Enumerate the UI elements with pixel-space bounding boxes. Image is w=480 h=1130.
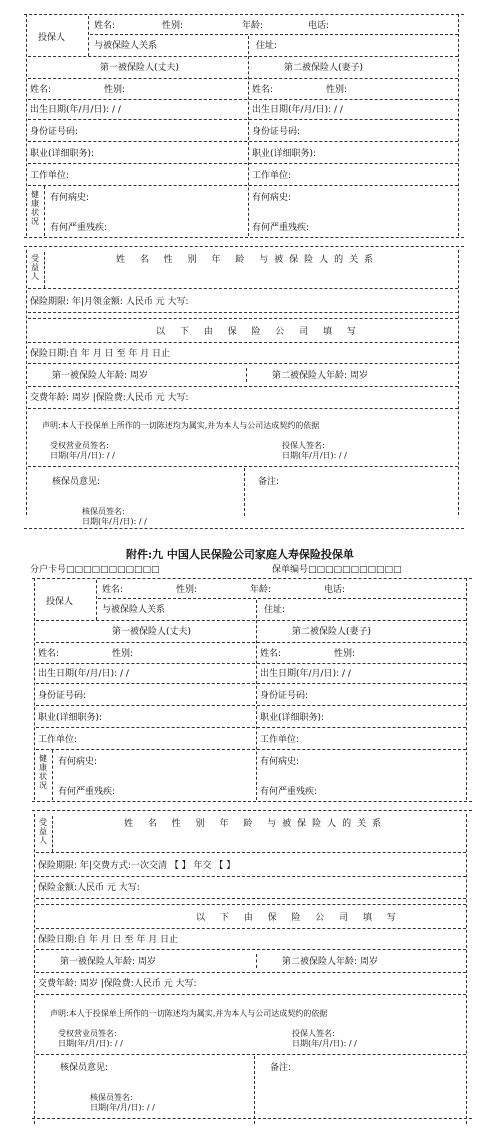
insured2-disability-field[interactable]: 有何严重残疾: <box>252 223 310 233</box>
divider <box>28 163 458 164</box>
divider <box>90 34 458 35</box>
applicant-age-field[interactable]: 年龄: <box>242 21 264 31</box>
divider <box>36 949 466 950</box>
insured2-workplace-field[interactable]: 工作单位: <box>260 735 300 745</box>
divider <box>28 363 458 364</box>
divider <box>256 954 257 968</box>
insured1-age-field[interactable]: 第一被保险人年龄: 周岁 <box>52 371 148 381</box>
insurance-date-field[interactable]: 保险日期:自 年 月 日 至 年 月 日止 <box>38 935 179 945</box>
applicant-label: 投保人 <box>46 597 74 607</box>
insured1-job-field[interactable]: 职业(详细职务): <box>38 713 103 723</box>
divider <box>28 119 458 120</box>
insured1-dob-field[interactable]: 出生日期(年/月/日): / / <box>38 669 129 679</box>
divider <box>28 408 458 409</box>
divider <box>24 14 464 15</box>
insured2-name-field[interactable]: 姓名: <box>252 85 274 95</box>
premium-field[interactable]: 交费年龄: 周岁 |保险费:人民币 元 大写: <box>38 979 197 989</box>
divider <box>28 312 458 313</box>
insured2-age-field[interactable]: 第二被保险人年龄: 周岁 <box>272 371 368 381</box>
divider <box>248 36 249 236</box>
health-label: 健康状况 <box>39 754 47 790</box>
divider <box>36 683 466 684</box>
divider <box>28 56 458 57</box>
insured2-name-field[interactable]: 姓名: <box>260 649 282 659</box>
insured1-gender-field[interactable]: 性别: <box>112 649 134 659</box>
divider <box>36 642 466 643</box>
applicant-date-label: 日期(年/月/日): / / <box>292 1039 357 1048</box>
applicant-name-field[interactable]: 姓名: <box>102 585 124 595</box>
insured1-name-field[interactable]: 姓名: <box>30 85 52 95</box>
divider <box>28 288 458 289</box>
divider <box>28 99 458 100</box>
card-number-field[interactable]: 分户卡号□□□□□□□□□□□ <box>30 565 160 575</box>
divider <box>36 663 466 664</box>
divider <box>88 16 89 56</box>
insured2-header: 第二被保险人(妻子) <box>292 627 372 637</box>
divider <box>26 250 27 515</box>
insured2-gender-field[interactable]: 性别: <box>334 649 356 659</box>
beneficiary-label: 受益人 <box>31 254 39 281</box>
agent-date-label: 日期(年/月/日): / / <box>58 1039 123 1048</box>
health-label: 健康状况 <box>31 190 39 226</box>
applicant-name-field[interactable]: 姓名: <box>94 21 116 31</box>
insured2-job-field[interactable]: 职业(详细职务): <box>260 713 325 723</box>
policy-number-field[interactable]: 保单编号□□□□□□□□□□□ <box>272 565 402 575</box>
divider <box>36 994 466 995</box>
insured2-illness-field[interactable]: 有何病史: <box>252 193 292 203</box>
divider <box>36 876 466 877</box>
divider <box>32 810 472 811</box>
period-field[interactable]: 保险期限: 年|交费方式:一次交清 【 】 年交 【 】 <box>38 861 236 871</box>
insured1-gender-field[interactable]: 性别: <box>104 85 126 95</box>
divider <box>246 368 247 382</box>
period-field[interactable]: 保险期限: 年|月领金额: 人民币 元 大写: <box>30 297 189 307</box>
insured1-header: 第一被保险人(丈夫) <box>112 627 192 637</box>
declaration-text: 声明:本人于投保单上所作的一切陈述均为属实,并为本人与公司达成契约的依据 <box>42 421 320 430</box>
premium-field[interactable]: 交费年龄: 周岁 |保险费:人民币 元 大写: <box>30 393 189 403</box>
divider <box>36 749 466 750</box>
insured1-age-field[interactable]: 第一被保险人年龄: 周岁 <box>60 957 156 967</box>
insured2-job-field[interactable]: 职业(详细职务): <box>252 149 317 159</box>
divider <box>256 600 257 800</box>
insured1-name-field[interactable]: 姓名: <box>38 649 60 659</box>
insurance-date-field[interactable]: 保险日期:自 年 月 日 至 年 月 日止 <box>30 349 171 359</box>
insured1-illness-field[interactable]: 有何病史: <box>58 757 98 767</box>
underwriter-sign-label: 核保员签名: <box>90 1093 133 1102</box>
divider <box>36 928 466 929</box>
divider <box>28 466 458 467</box>
applicant-phone-field[interactable]: 电话: <box>324 585 346 595</box>
company-fill-heading: 以 下 由 保 险 公 司 填 写 <box>156 327 362 337</box>
applicant-date-label: 日期(年/月/日): / / <box>282 451 347 460</box>
declaration-text: 声明:本人于投保单上所作的一切陈述均为属实,并为本人与公司达成契约的依据 <box>50 1009 328 1018</box>
divider <box>466 814 467 1124</box>
divider <box>244 468 245 516</box>
underwriter-date-label: 日期(年/月/日): / / <box>90 1103 155 1112</box>
insured1-illness-field[interactable]: 有何病史: <box>50 193 90 203</box>
divider <box>28 342 458 343</box>
applicant-age-field[interactable]: 年龄: <box>250 585 272 595</box>
insured1-id-field[interactable]: 身份证号码: <box>38 691 87 701</box>
beneficiary-label: 受益人 <box>39 818 47 845</box>
applicant-gender-field[interactable]: 性别: <box>176 585 198 595</box>
applicant-address-field[interactable]: 住址: <box>256 41 278 51</box>
divider <box>28 78 458 79</box>
insured2-disability-field[interactable]: 有何严重残疾: <box>260 787 318 797</box>
applicant-relation-field[interactable]: 与被保险人关系 <box>102 605 166 615</box>
insured2-age-field[interactable]: 第二被保险人年龄: 周岁 <box>282 957 378 967</box>
divider <box>36 898 466 899</box>
agent-date-label: 日期(年/月/日): / / <box>50 451 115 460</box>
company-fill-heading: 以 下 由 保 险 公 司 填 写 <box>196 913 402 923</box>
divider <box>458 14 459 236</box>
agent-sign-label: 受权营业员签名: <box>58 1029 117 1038</box>
insured2-workplace-field[interactable]: 工作单位: <box>252 171 292 181</box>
insured1-header: 第一被保险人(丈夫) <box>100 63 180 73</box>
insured2-header: 第二被保险人(妻子) <box>284 63 364 73</box>
divider <box>28 185 458 186</box>
divider <box>32 578 472 579</box>
divider <box>44 252 45 288</box>
underwriter-opinion-label: 核保员意见: <box>60 1063 109 1073</box>
insured2-dob-field[interactable]: 出生日期(年/月/日): / / <box>260 669 351 679</box>
divider <box>254 1056 255 1124</box>
underwriter-date-label: 日期(年/月/日): / / <box>82 517 147 526</box>
divider <box>52 816 53 852</box>
insured2-dob-field[interactable]: 出生日期(年/月/日): / / <box>252 105 343 115</box>
form-2 <box>0 578 480 1130</box>
beneficiary-columns: 姓 名 性 别 年 龄 与被保险人的关系 <box>124 819 388 829</box>
form-1 <box>0 0 480 530</box>
divider <box>36 727 466 728</box>
insured2-id-field[interactable]: 身份证号码: <box>252 127 301 137</box>
remarks-label: 备注: <box>270 1063 292 1073</box>
applicant-sign-label: 投保人签名: <box>292 1029 335 1038</box>
divider <box>32 1118 472 1119</box>
divider <box>34 578 35 800</box>
underwriter-sign-label: 核保员签名: <box>82 507 125 516</box>
divider <box>32 801 472 802</box>
divider <box>466 578 467 800</box>
insured2-illness-field[interactable]: 有何病史: <box>260 757 300 767</box>
divider <box>36 972 466 973</box>
applicant-sign-label: 投保人签名: <box>282 441 325 450</box>
divider <box>24 237 464 238</box>
applicant-gender-field[interactable]: 性别: <box>162 21 184 31</box>
insured1-dob-field[interactable]: 出生日期(年/月/日): / / <box>30 105 121 115</box>
divider <box>28 318 458 319</box>
divider <box>458 250 459 515</box>
divider <box>36 904 466 905</box>
divider <box>36 1054 466 1055</box>
divider <box>26 14 27 236</box>
divider <box>36 620 466 621</box>
remarks-label: 备注: <box>258 477 280 487</box>
applicant-address-field[interactable]: 住址: <box>264 605 286 615</box>
divider <box>24 528 464 529</box>
insured1-disability-field[interactable]: 有何严重残疾: <box>50 223 108 233</box>
agent-sign-label: 受权营业员签名: <box>50 441 109 450</box>
divider <box>36 705 466 706</box>
amount-field[interactable]: 保险金额:人民币 元 大写: <box>38 883 140 893</box>
divider <box>44 186 45 236</box>
divider <box>96 580 97 620</box>
divider <box>98 598 466 599</box>
form2-title: 附件:九 中国人民保险公司家庭人寿保险投保单 <box>126 548 354 561</box>
underwriter-opinion-label: 核保员意见: <box>52 477 101 487</box>
divider <box>24 246 464 247</box>
insured1-workplace-field[interactable]: 工作单位: <box>38 735 78 745</box>
divider <box>28 141 458 142</box>
insured1-id-field[interactable]: 身份证号码: <box>30 127 79 137</box>
applicant-phone-field[interactable]: 电话: <box>308 21 330 31</box>
divider <box>34 814 35 1124</box>
applicant-relation-field[interactable]: 与被保险人关系 <box>94 41 158 51</box>
insured2-id-field[interactable]: 身份证号码: <box>260 691 309 701</box>
beneficiary-columns: 姓 名 性 别 年 龄 与被保险人的关系 <box>116 255 380 265</box>
divider <box>52 750 53 800</box>
insured2-gender-field[interactable]: 性别: <box>326 85 348 95</box>
divider <box>36 852 466 853</box>
insured1-workplace-field[interactable]: 工作单位: <box>30 171 70 181</box>
applicant-label: 投保人 <box>38 33 66 43</box>
divider <box>28 386 458 387</box>
insured1-job-field[interactable]: 职业(详细职务): <box>30 149 95 159</box>
insured1-disability-field[interactable]: 有何严重残疾: <box>58 787 116 797</box>
